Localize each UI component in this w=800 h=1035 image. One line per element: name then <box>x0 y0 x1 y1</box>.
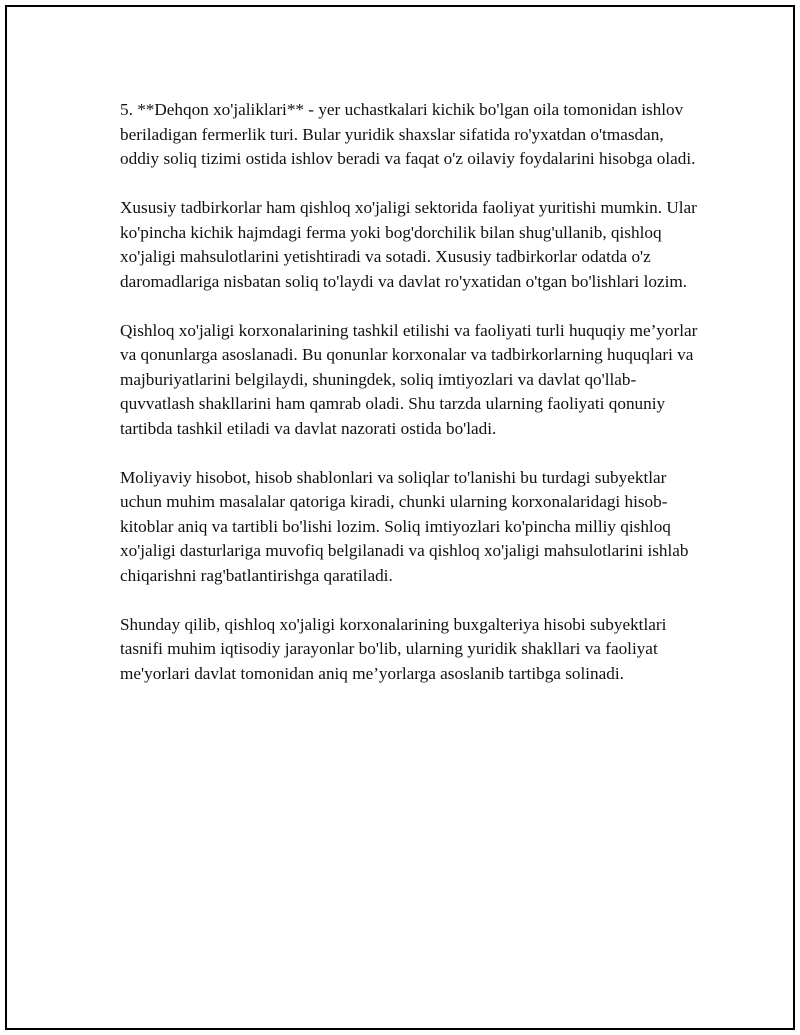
document-page <box>5 5 795 1030</box>
paragraph-xulosa: Shunday qilib, qishloq xo'jaligi korxonalarining buxgalteriya hisobi subyektlari tasnifi muhim iqtisodiy jarayonlar bo'lib, ularning yuridik shakllari va faoliyat me'yorlari davlat tomonidan aniq me’yorlarga asoslanib tartibga solinadi. <box>120 614 667 683</box>
paragraph-xususiy-tadbirkorlar: Xususiy tadbirkorlar ham qishloq xo'jaligi sektorida faoliyat yuritishi mumkin. Ular ko'pincha kichik hajmdagi ferma yoki bog'dorchilik bilan shug'ullanib, qishloq xo'jaligi mahsulotlarini yetishtiradi va sotadi. Xususiy tadbirkorlar odatda o'z daromadlariga nisbatan soliq to'laydi va davlat ro'yxatidan o'tgan bo'lishlari lozim. <box>120 198 697 291</box>
paragraph-moliyaviy-hisobot: Moliyaviy hisobot, hisob shablonlari va soliqlar to'lanishi bu turdagi subyektlar uchun muhim masalalar qatoriga kiradi, chunki ularning korxonalaridagi hisob-kitoblar aniq va tartibli bo'lishi lozim. Soliq imtiyozlari ko'pincha milliy qishloq xo'jaligi dasturlariga muvofiq belgilanadi va qishloq xo'jaligi mahsulotlarini ishlab chiqarishni rag'batlantirishga qaratiladi. <box>120 467 689 585</box>
document-body <box>120 98 705 686</box>
paragraph-huquqiy-meyorlar: Qishloq xo'jaligi korxonalarining tashkil etilishi va faoliyati turli huquqiy me’yorlar va qonunlarga asoslanadi. Bu qonunlar korxonalar va tadbirkorlarning huquqlari va majburiyatlarini belgilaydi, shuningdek, soliq imtiyozlari va davlat qo'llab-quvvatlash shakllarini ham qamrab oladi. Shu tarzda ularning faoliyati qonuniy tartibda tashkil etiladi va davlat nazorati ostida bo'ladi. <box>120 320 698 438</box>
paragraph-dehqon-xojaliklari: 5. **Dehqon xo'jaliklari** - yer uchastkalari kichik bo'lgan oila tomonidan ishlov beriladigan fermerlik turi. Bular yuridik shaxslar sifatida ro'yxatdan o'tmasdan, oddiy soliq tizimi ostida ishlov beradi va faqat o'z oilaviy foydalarini hisobga oladi. <box>120 100 696 168</box>
